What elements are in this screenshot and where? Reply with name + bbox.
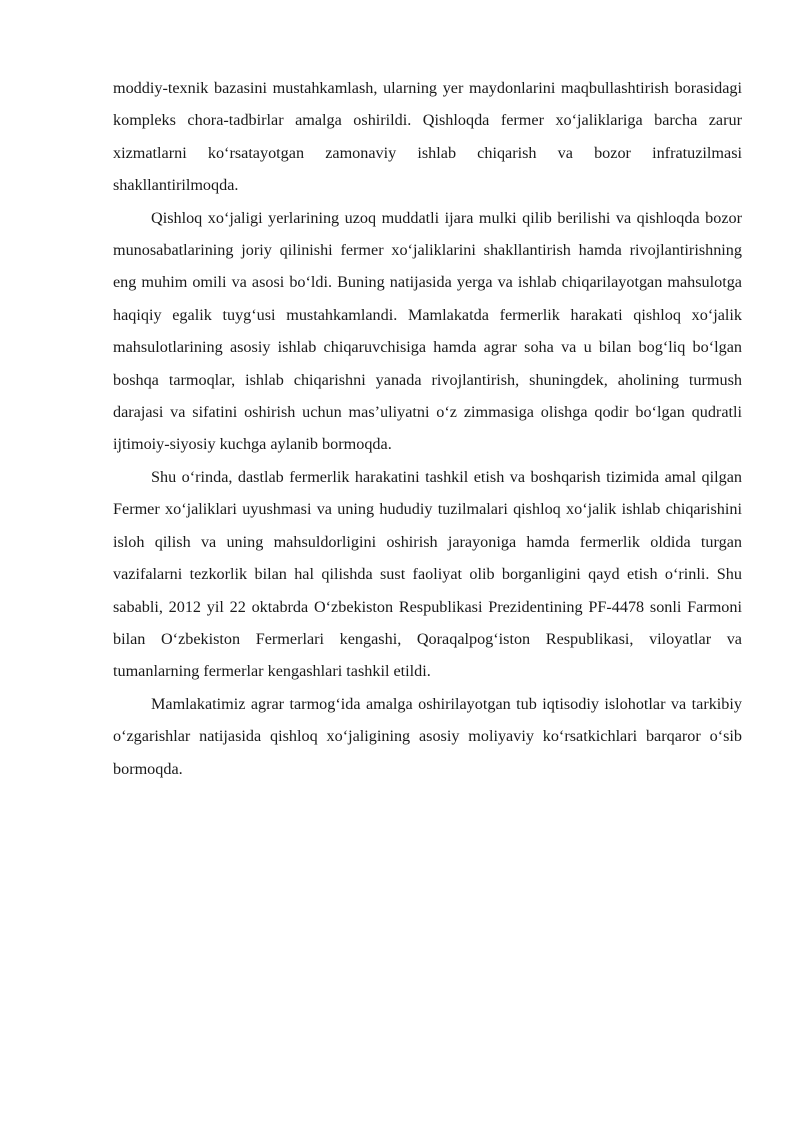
paragraph-land-lease: Qishloq xo‘jaligi yerlarining uzoq muddatli ijara mulki qilib berilishi va qishloqda bozor munosabatlarining joriy qilinishi fermer xo‘jaliklarini shakllantirish hamda rivojlantirishning eng muhim omili va asosi bo‘ldi. Buning natijasida yerga va ishlab chiqarilayotgan mahsulotga haqiqiy egalik tuyg‘usi mustahkamlandi. Mamlakatda fermerlik harakati qishloq xo‘jalik mahsulotlarining asosiy ishlab chiqaruvchisiga hamda agrar soha va u bilan bog‘liq bo‘lgan boshqa tarmoqlar, ishlab chiqarishni yanada rivojlantirish, shuningdek, aholining turmush darajasi va sifatini oshirish uchun mas’uliyatni o‘z zimmasiga olishga qodir bo‘lgan qudratli ijtimoiy-siyosiy kuchga aylanib bormoqda. — [113, 208, 742, 454]
document-body — [113, 72, 742, 785]
paragraph-agrarian-reforms: Mamlakatimiz agrar tarmog‘ida amalga oshirilayotgan tub iqtisodiy islohotlar va tarkibiy o‘zgarishlar natijasida qishloq xo‘jaligining asosiy moliyaviy ko‘rsatkichlari barqaror o‘sib bormoqda. — [113, 694, 742, 778]
paragraph-farmers-council: Shu o‘rinda, dastlab fermerlik harakatini tashkil etish va boshqarish tizimida amal qilgan Fermer xo‘jaliklari uyushmasi va uning hududiy tuzilmalari qishloq xo‘jalik ishlab chiqarishini isloh qilish va uning mahsuldorligini oshirish jarayoniga hamda fermerlik oldida turgan vazifalarni tezkorlik bilan hal qilishda sust faoliyat olib borganligini qayd etish o‘rinli. Shu sababli, 2012 yil 22 oktabrda O‘zbekiston Respublikasi Prezidentining PF-4478 sonli Farmoni bilan O‘zbekiston Fermerlari kengashi, Qoraqalpog‘iston Respublikasi, viloyatlar va tumanlarning fermerlar kengashlari tashkil etildi. — [113, 467, 742, 681]
paragraph-continuation: moddiy-texnik bazasini mustahkamlash, ularning yer maydonlarini maqbullashtirish borasidagi kompleks chora-tadbirlar amalga oshirildi. Qishloqda fermer xo‘jaliklariga barcha zarur xizmatlarni ko‘rsatayotgan zamonaviy ishlab chiqarish va bozor infratuzilmasi shakllantirilmoqda. — [113, 79, 742, 195]
